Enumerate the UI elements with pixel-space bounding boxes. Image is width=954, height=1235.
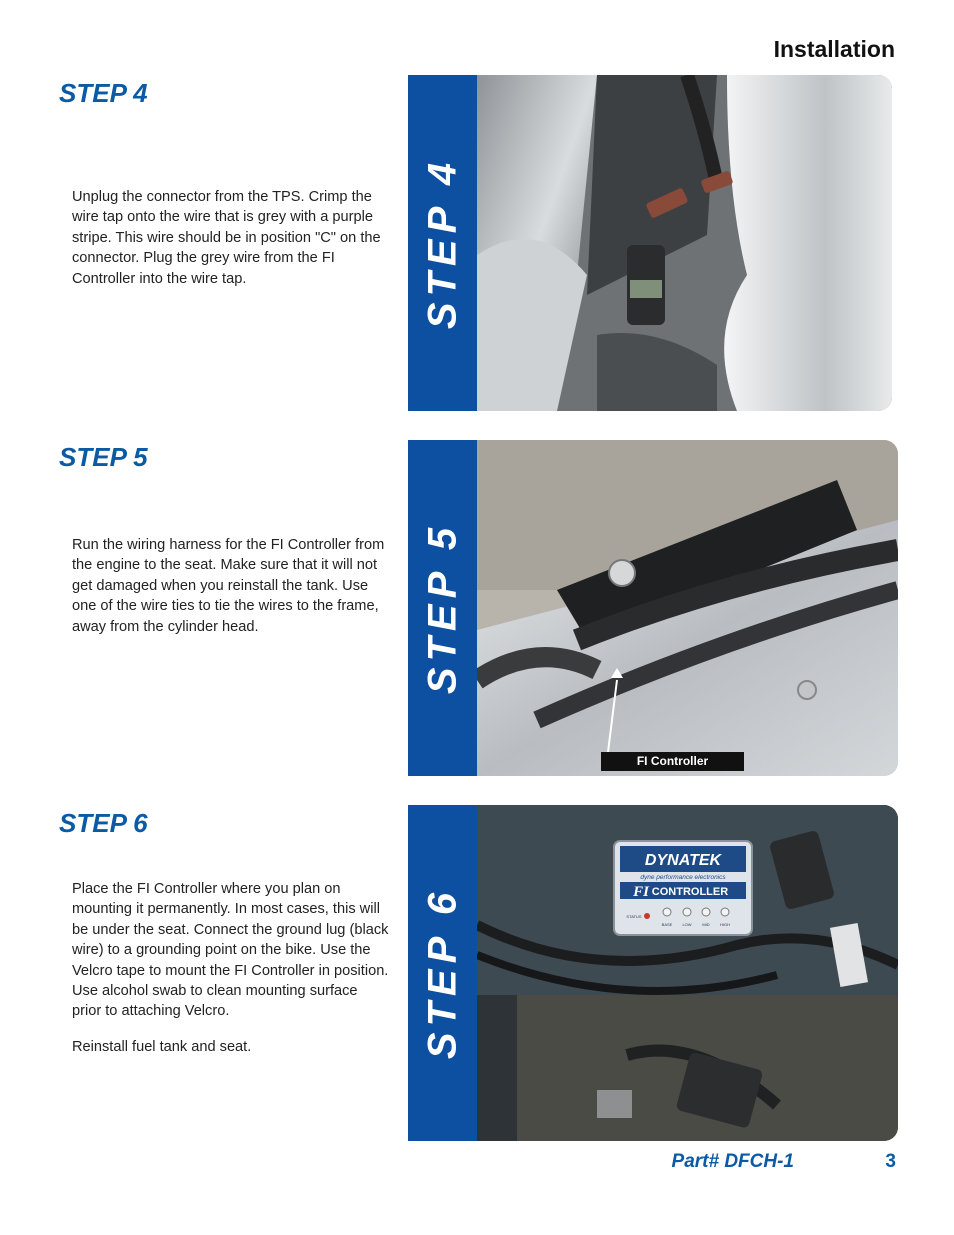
step-4-paragraph: Unplug the connector from the TPS. Crimp the wire tap onto the wire that is grey with a purple stripe. This wire should be in position "C" on the connector. Plug the grey wire from the FI Controller into the wire tap. [72, 189, 381, 287]
step-6-panel [408, 805, 898, 1141]
knob-high-icon [721, 908, 729, 916]
knob-label-base: BASE [661, 922, 673, 927]
step-6-paragraph-2: Reinstall fuel tank and seat. [72, 1038, 252, 1055]
step-6-band-label: STEP 6 [420, 886, 464, 1060]
step-5-band [408, 440, 477, 776]
knob-low-icon [683, 908, 691, 916]
status-led-icon [644, 913, 650, 919]
step-6-heading: STEP 6 [59, 808, 148, 838]
step-5-paragraph: Run the wiring harness for the FI Controller from the engine to the seat. Make sure that it will not get damaged when you reinstall the tank. Use one of the wire ties to tie the wires to the frame, away from the cylinder head. [72, 537, 385, 635]
device-tagline: dyne performance electronics [640, 874, 726, 881]
device-brand: DYNATEK [644, 852, 722, 869]
knob-label-mid: MID [702, 922, 710, 927]
step-5-heading: STEP 5 [59, 442, 148, 472]
knob-base-icon [663, 908, 671, 916]
step-6-paragraph-1: Place the FI Controller where you plan on mounting it permanently. In most cases, this will be under the seat. Connect the ground lug (black wire) to a grounding point on the bike. Use the Velcro tape to mount the FI Controller in position. Use alcohol swab to clean mounting surface prior to attaching Velcro. [72, 881, 389, 1020]
step-6-band [408, 805, 477, 1141]
device-status-label: STATUS [626, 914, 642, 919]
step-4-instructions [72, 187, 390, 304]
step-5-photo [477, 440, 898, 776]
step-5-panel [408, 440, 898, 776]
step-4-photo [477, 75, 892, 411]
step-4-heading: STEP 4 [59, 78, 148, 108]
part-number: Part# DFCH-1 [671, 1151, 794, 1172]
fi-controller-callout: FI Controller [601, 752, 744, 771]
device-model: CONTROLLER [651, 886, 729, 898]
section-title: Installation [773, 36, 895, 62]
step-5-band-label: STEP 5 [420, 521, 464, 695]
step-6-instructions [72, 879, 390, 1072]
step-6-photo [477, 805, 898, 1141]
knob-label-low: LOW [682, 922, 692, 927]
knob-label-high: HIGH [720, 922, 730, 927]
step-4-band-label: STEP 4 [420, 156, 464, 330]
device-logo: FI [633, 884, 649, 900]
step-4-panel [408, 75, 892, 411]
knob-mid-icon [702, 908, 710, 916]
page-number: 3 [885, 1151, 896, 1172]
step-5-instructions [72, 535, 390, 652]
step-4-band [408, 75, 477, 411]
